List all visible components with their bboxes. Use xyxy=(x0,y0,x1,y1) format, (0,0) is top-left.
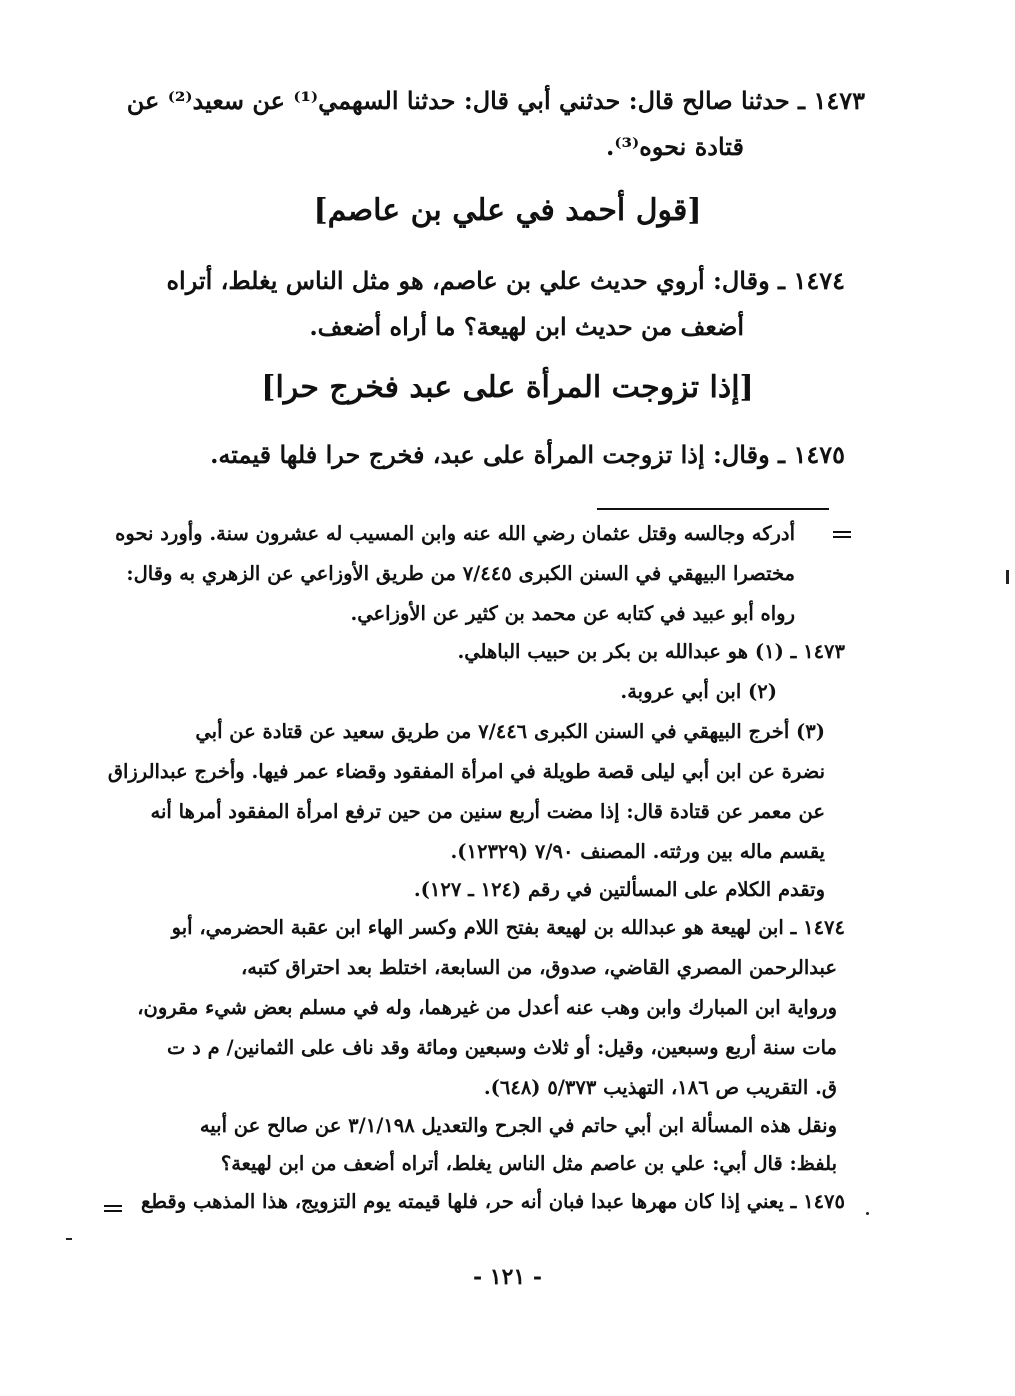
paragraph-text: حدثنا صالح قال: حدثني أبي قال: حدثنا السهمي⁽¹⁾ عن سعيد⁽²⁾ عن xyxy=(126,86,790,115)
paragraph-number: ١٤٧٥ ـ xyxy=(778,440,845,469)
paragraph-text: وقال: أروي حديث علي بن عاصم، هو مثل الناس يغلط، أتراه xyxy=(166,266,770,295)
footnote-cont-line-2: مختصرا البيهقي في السنن الكبرى ٧/٤٤٥ من طريق الأوزاعي عن الزهري به وقال: xyxy=(126,562,795,585)
paragraph-text: وقال: إذا تزوجت المرأة على عبد، فخرج حرا فلها قيمته. xyxy=(210,440,770,469)
footnote-1473-1 xyxy=(457,640,845,663)
footnote-1474-line-6: ونقل هذه المسألة ابن أبي حاتم في الجرح والتعديل ٣/١/١٩٨ عن صالح عن أبيه xyxy=(199,1114,837,1137)
footnote-cont-line-3: رواه أبو عبيد في كتابه عن محمد بن كثير عن الأوزاعي. xyxy=(350,602,795,625)
footnote-cont-line-1: أدركه وجالسه وقتل عثمان رضي الله عنه وابن المسيب له عشرون سنة. وأورد نحوه xyxy=(115,522,795,545)
footnote-1473-2: (٢) ابن أبي عروبة. xyxy=(620,680,777,703)
footnote-number: ١٤٧٤ ـ xyxy=(790,916,845,939)
footnote-number: ١٤٧٥ ـ xyxy=(790,1190,845,1213)
footnote-1473-3-line-5: وتقدم الكلام على المسألتين في رقم (١٢٤ ـ ١٢٧). xyxy=(413,878,825,901)
footnote-text: هو عبدالله بن بكر بن حبيب الباهلي. xyxy=(457,640,749,663)
footnote-1473-3-line-2: نضرة عن ابن أبي ليلى قصة طويلة في امرأة المفقود وقضاء عمر فيها. وأخرج عبدالرزاق xyxy=(107,760,825,783)
footnote-1474-line-3: ورواية ابن المبارك وابن وهب عنه أعدل من غيرهما، وله في مسلم بعض شيء مقرون، xyxy=(137,996,837,1019)
continuation-mark xyxy=(833,530,851,540)
footnote-1473-3-line-4: يقسم ماله بين ورثته. المصنف ٧/٩٠ (١٢٣٢٩). xyxy=(450,840,825,863)
paragraph-1473-line-2: قتادة نحوه⁽³⁾. xyxy=(606,132,744,161)
footnote-1474-line-2: عبدالرحمن المصري القاضي، صدوق، من السابعة، اختلط بعد احتراق كتبه، xyxy=(240,956,837,979)
footnote-text: ابن لهيعة هو عبدالله بن لهيعة بفتح اللام وكسر الهاء ابن عقبة الحضرمي، أبو xyxy=(171,916,784,939)
footnote-1473-3-line-1: (٣) أخرج البيهقي في السنن الكبرى ٧/٤٤٦ من طريق سعيد عن قتادة عن أبي xyxy=(195,720,825,743)
footnote-1474-line-1 xyxy=(172,916,845,939)
paragraph-1475-line-1 xyxy=(210,440,845,469)
paragraph-number: ١٤٧٤ ـ xyxy=(778,266,845,295)
footnote-number: ١٤٧٣ ـ (١) xyxy=(754,640,845,663)
footnote-1474-line-4: مات سنة أربع وسبعين، وقيل: أو ثلاث وسبعين ومائة وقد ناف على الثمانين/ م د ت xyxy=(166,1036,837,1059)
section-heading-2: [إذا تزوجت المرأة على عبد فخرج حرا] xyxy=(261,370,754,405)
footnote-text: يعني إذا كان مهرها عبدا فبان أنه حر، فلها قيمته يوم التزويج، هذا المذهب وقطع xyxy=(141,1190,784,1213)
section-heading-1: [قول أحمد في علي بن عاصم] xyxy=(313,193,702,228)
footnote-separator xyxy=(597,508,829,510)
scan-mark xyxy=(866,1212,869,1215)
page-number: - ١٢١ - xyxy=(472,1264,543,1290)
footnote-1474-line-5: ق. التقريب ص ١٨٦، التهذيب ٥/٣٧٣ (٦٤٨). xyxy=(483,1076,837,1099)
paragraph-1474-line-1 xyxy=(166,266,845,295)
scan-mark xyxy=(66,1238,72,1240)
paragraph-1474-line-2: أضعف من حديث ابن لهيعة؟ ما أراه أضعف. xyxy=(309,312,744,341)
footnote-1475-line-1 xyxy=(141,1190,845,1213)
paragraph-number: ١٤٧٣ ـ xyxy=(798,86,865,115)
scan-mark xyxy=(1006,570,1009,584)
continuation-mark xyxy=(104,1204,122,1214)
footnote-1473-3-line-3: عن معمر عن قتادة قال: إذا مضت أربع سنين من حين ترفع امرأة المفقود أمرها أنه xyxy=(150,800,825,823)
paragraph-1473-line-1 xyxy=(127,86,865,115)
footnote-1474-line-7: بلفظ: قال أبي: علي بن عاصم مثل الناس يغلط، أتراه أضعف من ابن لهيعة؟ xyxy=(220,1152,837,1175)
